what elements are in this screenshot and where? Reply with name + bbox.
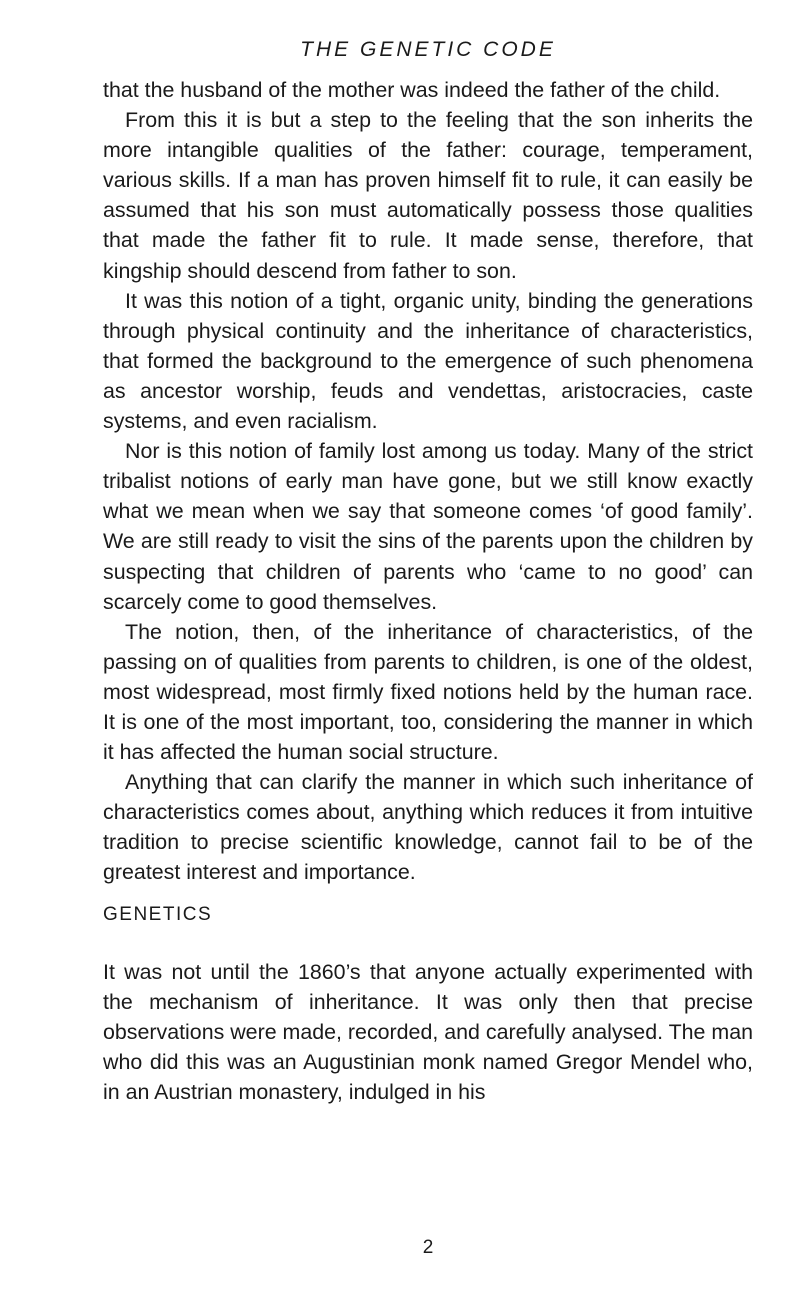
page-number: 2 — [422, 1237, 434, 1258]
paragraph: From this it is but a step to the feeling that the son inherits the more intangible qualities of the father: courage, temperament, various skills. If a man has proven himself fit to rule, it can easily be assumed that his son must automatically possess those qualities that made the father fit to rule. It made sense, therefore, that kingship should descend from father to son. — [103, 108, 753, 283]
paragraph: It was this notion of a tight, organic unity, binding the generations through physical continuity and the inheritance of characteristics, that formed the background to the emergence of such phenomena as ancestor worship, feuds and vendettas, aristocracies, caste systems, and even racialism. — [103, 288, 753, 434]
section-text — [103, 957, 753, 1107]
section-heading: GENETICS — [103, 904, 213, 925]
paragraph: that the husband of the mother was indeed the father of the child. — [103, 78, 721, 102]
running-title: THE GENETIC CODE — [300, 38, 556, 61]
paragraph: Anything that can clarify the manner in which such inheritance of characteristics comes about, anything which reduces it from intuitive tradition to precise scientific knowledge, cannot fail to be of the greatest interest and importance. — [103, 770, 753, 885]
paragraph: The notion, then, of the inheritance of characteristics, of the passing on of qualities from parents to children, is one of the oldest, most widespread, most firmly fixed notions held by the human race. It is one of the most important, too, considering the manner in which it has affected the human social structure. — [103, 619, 753, 765]
paragraph: It was not until the 1860’s that anyone actually experimented with the mechanism of inheritance. It was only then that precise observations were made, recorded, and carefully analysed. The man who did this was an Augustinian monk named Gregor Mendel who, in an Austrian monastery, indulged in his — [103, 960, 754, 1105]
paragraph: Nor is this notion of family lost among us today. Many of the strict tribalist notions of early man have gone, but we still know exactly what we mean when we say that someone comes ‘of good family’. We are still ready to visit the sins of the parents upon the children by suspecting that children of parents who ‘came to no good’ can scarcely come to good themselves. — [103, 439, 753, 614]
body-text — [103, 75, 753, 888]
